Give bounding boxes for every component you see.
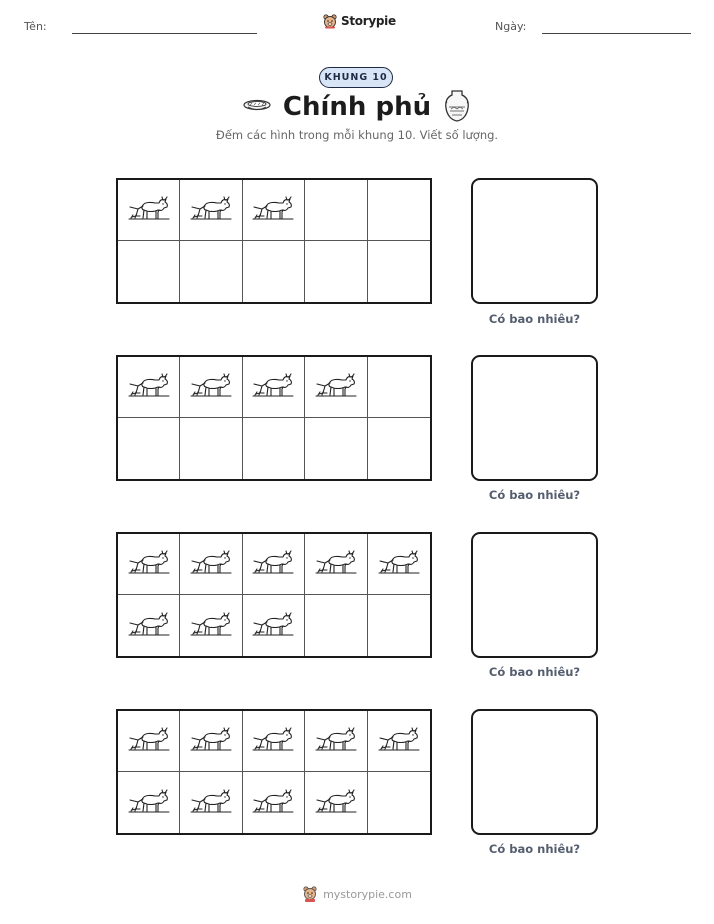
ox-plow-icon [189, 787, 233, 819]
frame-cell [305, 241, 367, 302]
ox-plow-icon [189, 371, 233, 403]
frame-cell [368, 418, 430, 479]
frame-cell [368, 241, 430, 302]
ox-plow-icon [377, 725, 421, 757]
ox-plow-icon [314, 787, 358, 819]
ox-plow-icon [189, 725, 233, 757]
frame-cell [305, 418, 367, 479]
frame-cell [118, 241, 180, 302]
ox-plow-icon [127, 610, 171, 642]
brand-name: Storypie [341, 14, 396, 28]
ox-plow-icon [189, 194, 233, 226]
frame-cell [368, 595, 430, 656]
answer-box-4[interactable] [471, 709, 598, 835]
date-label: Ngày: [495, 20, 527, 33]
bear-mascot-icon [322, 13, 338, 29]
ox-plow-icon [251, 610, 295, 642]
frame-cell [180, 357, 242, 418]
frame-cell [243, 241, 305, 302]
ox-plow-icon [251, 548, 295, 580]
ox-plow-icon [251, 725, 295, 757]
frame-cell [305, 357, 367, 418]
ox-plow-icon [189, 610, 233, 642]
date-input-line[interactable] [542, 33, 691, 34]
ox-plow-icon [127, 548, 171, 580]
frame-cell [180, 595, 242, 656]
ox-plow-icon [127, 371, 171, 403]
count-prompt-1: Có bao nhiêu? [488, 312, 581, 326]
ox-plow-icon [127, 194, 171, 226]
frame-cell [180, 418, 242, 479]
ox-plow-icon [127, 725, 171, 757]
frame-cell [368, 534, 430, 595]
page-title: Chính phủ [282, 92, 432, 122]
frame-cell [118, 534, 180, 595]
frame-cell [243, 772, 305, 833]
frame-cell [243, 534, 305, 595]
answer-box-2[interactable] [471, 355, 598, 481]
frame-cell [180, 241, 242, 302]
brand-logo [322, 13, 396, 29]
frame-cell [368, 711, 430, 772]
answer-box-1[interactable] [471, 178, 598, 304]
ten-frame-3 [116, 532, 432, 658]
instructions: Đếm các hình trong mỗi khung 10. Viết số lượng. [215, 128, 499, 142]
frame-cell [305, 534, 367, 595]
count-prompt-3: Có bao nhiêu? [488, 665, 581, 679]
frame-cell [368, 357, 430, 418]
frame-cell [118, 772, 180, 833]
frame-cell [305, 595, 367, 656]
frame-cell [118, 595, 180, 656]
ox-plow-icon [314, 725, 358, 757]
vase-icon [442, 89, 472, 123]
ox-plow-icon [127, 787, 171, 819]
bear-mascot-icon [302, 885, 318, 903]
ox-plow-icon [314, 371, 358, 403]
ten-frame-2 [116, 355, 432, 481]
ten-frame-1 [116, 178, 432, 304]
frame-cell [118, 357, 180, 418]
ox-plow-icon [377, 548, 421, 580]
frame-cell [305, 772, 367, 833]
frame-cell [180, 180, 242, 241]
footer-url[interactable]: mystorypie.com [323, 887, 412, 901]
frame-cell [243, 711, 305, 772]
frame-cell [180, 772, 242, 833]
frame-cell [243, 595, 305, 656]
frame-cell [243, 418, 305, 479]
frame-cell [180, 534, 242, 595]
name-input-line[interactable] [72, 33, 257, 34]
frame-cell [368, 772, 430, 833]
count-prompt-2: Có bao nhiêu? [488, 488, 581, 502]
name-label: Tên: [24, 20, 47, 33]
ox-plow-icon [314, 548, 358, 580]
ten-frame-4 [116, 709, 432, 835]
frame-cell [305, 711, 367, 772]
answer-box-3[interactable] [471, 532, 598, 658]
frame-cell [118, 711, 180, 772]
ox-plow-icon [251, 787, 295, 819]
frame-cell [368, 180, 430, 241]
worksheet-type-badge: KHUNG 10 [319, 67, 393, 88]
frame-cell [118, 418, 180, 479]
frame-cell [243, 357, 305, 418]
frame-cell [243, 180, 305, 241]
frame-cell [305, 180, 367, 241]
ox-plow-icon [251, 194, 295, 226]
ox-plow-icon [251, 371, 295, 403]
frame-cell [118, 180, 180, 241]
footer [0, 885, 714, 903]
count-prompt-4: Có bao nhiêu? [488, 842, 581, 856]
ox-plow-icon [189, 548, 233, 580]
frame-cell [180, 711, 242, 772]
